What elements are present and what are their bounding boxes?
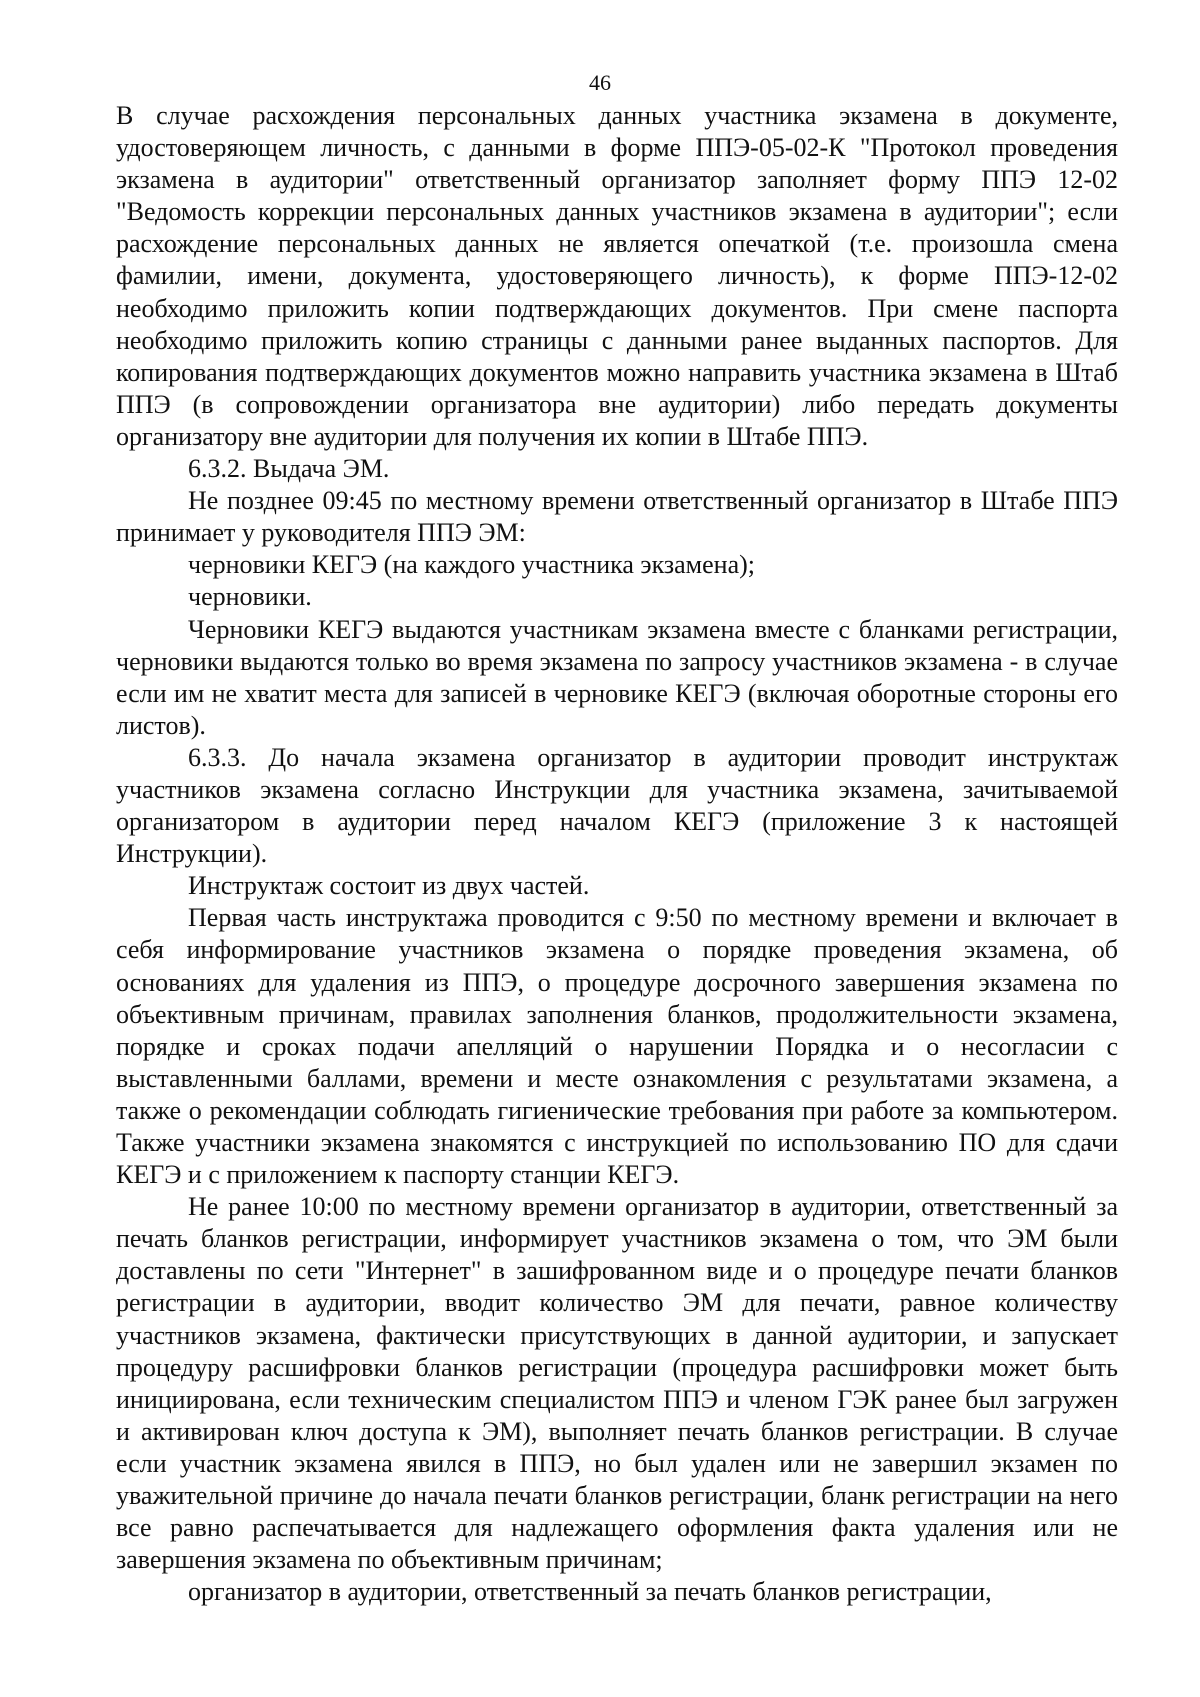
paragraph-briefing-parts: Инструктаж состоит из двух частей.: [188, 871, 590, 901]
list-item-drafts: черновики.: [188, 582, 312, 612]
paragraph-personal-data-discrepancy: В случае расхождения персональных данных участника экзамена в документе, удостоверяющем личность, с данными в форме ППЭ-05-02-К "Протокол проведения экзамена в аудитории" ответственный организатор заполняет форму ППЭ 12-02 "Ведомость коррекции персональных данных участников экзамена в аудитории"; если расхождение персональных данных не является опечаткой (т.е. произошла смена фамилии, имени, документа, удостоверяющего личность), к форме ППЭ-12-02 необходимо приложить копии подтверждающих документов. При смене паспорта необходимо приложить копию страницы с данными ранее выданных паспортов. Для копирования подтверждающих документов можно направить участника экзамена в Штаб ППЭ (в сопровождении организатора вне аудитории) либо передать документы организатору вне аудитории для получения их копии в Штабе ППЭ.: [116, 101, 1118, 451]
document-body: [116, 100, 1118, 1608]
paragraph-printing-organizer: организатор в аудитории, ответственный за печать бланков регистрации,: [188, 1577, 992, 1607]
paragraph-em-receipt: Не позднее 09:45 по местному времени ответственный организатор в Штабе ППЭ принимает у руководителя ППЭ ЭМ:: [116, 486, 1118, 548]
paragraph-briefing-first-part: Первая часть инструктажа проводится с 9:50 по местному времени и включает в себя информирование участников экзамена о порядке проведения экзамена, об основаниях для удаления из ППЭ, о процедуре досрочного завершения экзамена по объективным причинам, правилах заполнения бланков, продолжительности экзамена, порядке и сроках подачи апелляций о нарушении Порядка и о несогласии с выставленными баллами, времени и месте ознакомления с результатами экзамена, а также о рекомендации соблюдать гигиенические требования при работе за компьютером. Также участники экзамена знакомятся с инструкцией по использованию ПО для сдачи КЕГЭ и с приложением к паспорту станции КЕГЭ.: [116, 903, 1118, 1190]
page-number: 46: [589, 70, 611, 95]
section-heading-6-3-2: 6.3.2. Выдача ЭМ.: [188, 454, 390, 484]
paragraph-drafts-issuance: Черновики КЕГЭ выдаются участникам экзамена вместе с бланками регистрации, черновики выдаются только во время экзамена по запросу участников экзамена - в случае если им не хватит места для записей в черновике КЕГЭ (включая оборотные стороны его листов).: [116, 614, 1118, 740]
section-paragraph-6-3-3: 6.3.3. До начала экзамена организатор в аудитории проводит инструктаж участников экзамена согласно Инструкции для участника экзамена, зачитываемой организатором в аудитории перед началом КЕГЭ (приложение 3 к настоящей Инструкции).: [116, 742, 1118, 869]
list-item-kege-drafts: черновики КЕГЭ (на каждого участника экзамена);: [188, 550, 755, 580]
paragraph-registration-printing: Не ранее 10:00 по местному времени организатор в аудитории, ответственный за печать бланков регистрации, информирует участников экзамена о том, что ЭМ были доставлены по сети "Интернет" в зашифрованном виде и о процедуре печати бланков регистрации в аудитории, вводит количество ЭМ для печати, равное количеству участников экзамена, фактически присутствующих в данной аудитории, и запускает процедуру расшифровки бланков регистрации (процедура расшифровки может быть инициирована, если техническим специалистом ППЭ и членом ГЭК ранее был загружен и активирован ключ доступа к ЭМ), выполняет печать бланков регистрации. В случае если участник экзамена явился в ППЭ, но был удален или не завершил экзамен по уважительной причине до начала печати бланков регистрации, бланк регистрации на него все равно распечатывается для надлежащего оформления факта удаления или не завершения экзамена по объективным причинам;: [116, 1192, 1118, 1575]
